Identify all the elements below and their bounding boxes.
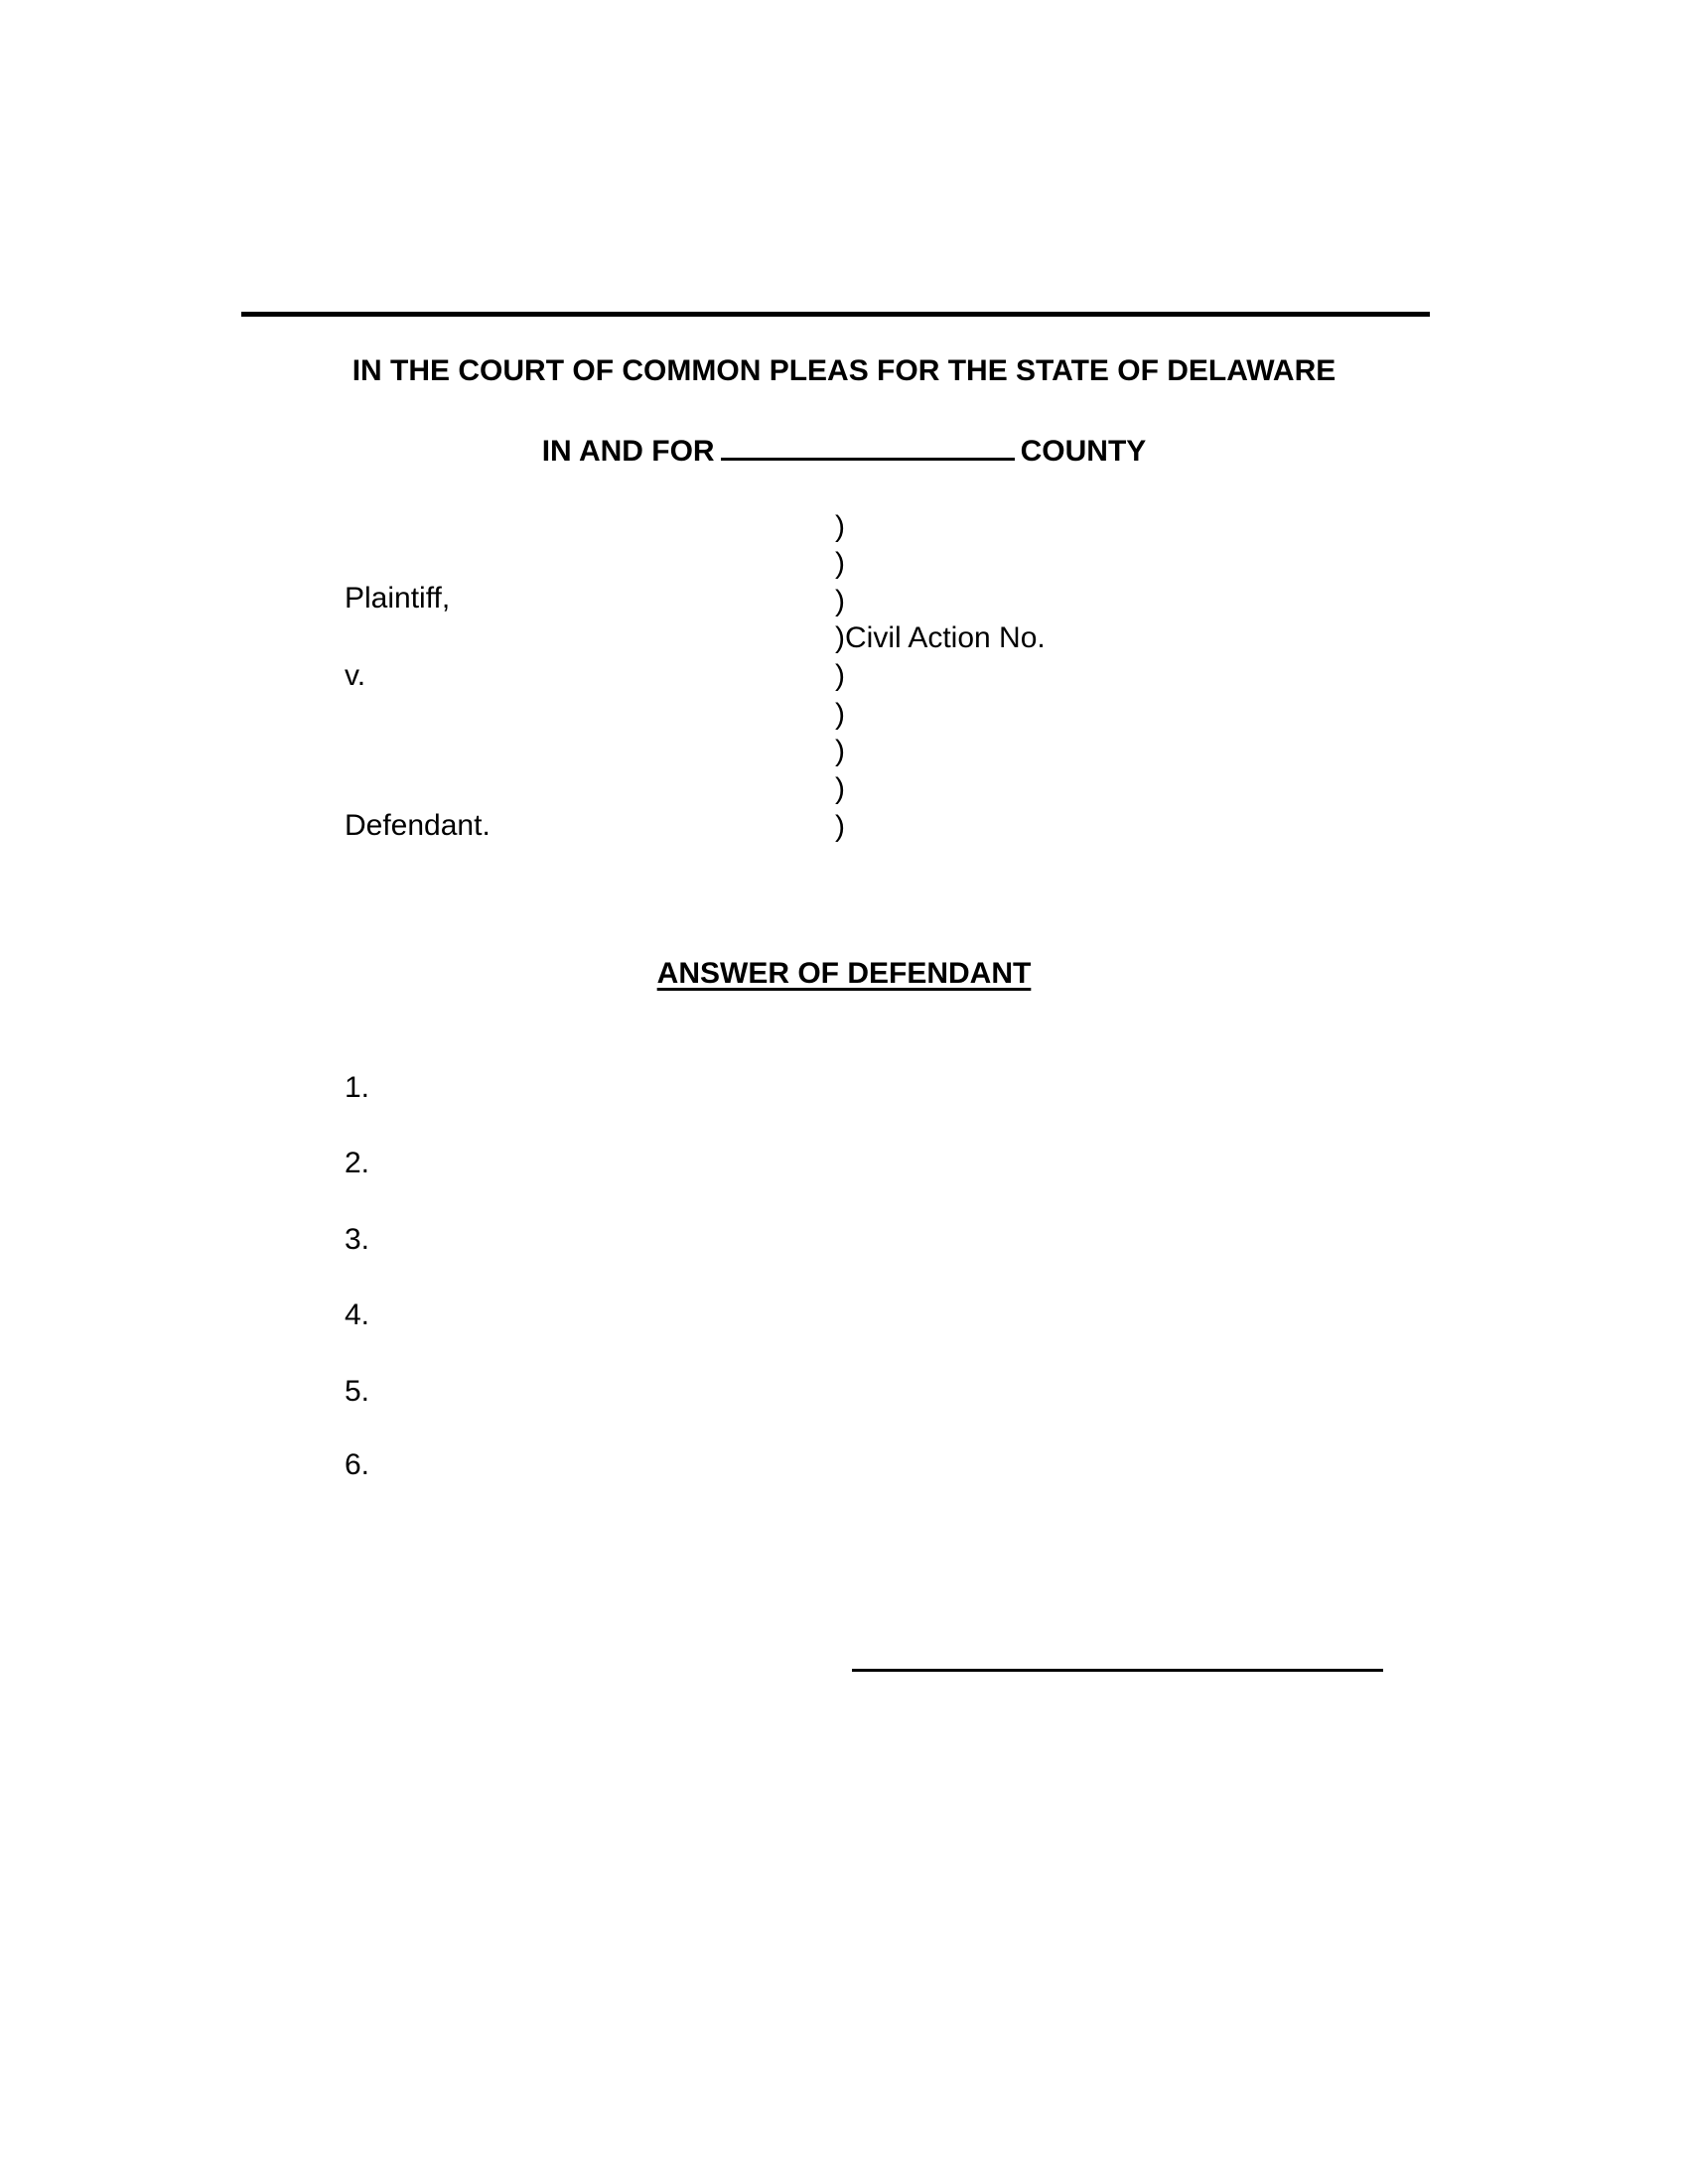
defendant-label: Defendant. [345, 809, 491, 842]
county-line [0, 432, 1688, 467]
paragraph-number: 4. [345, 1298, 370, 1331]
caption-paren: ) [835, 698, 845, 731]
civil-action-label: Civil Action No. [845, 621, 1046, 654]
caption-paren: ) [835, 772, 845, 805]
paragraph-number: 2. [345, 1147, 370, 1179]
caption-paren: ) [835, 547, 845, 580]
caption-paren: ) [835, 810, 845, 843]
top-rule [241, 312, 1430, 317]
document-title-text: ANSWER OF DEFENDANT [656, 957, 1032, 990]
signature-line[interactable] [852, 1669, 1383, 1672]
county-suffix: COUNTY [1020, 435, 1147, 468]
document-title [0, 959, 1688, 989]
caption-paren: ) [835, 659, 845, 692]
county-prefix: IN AND FOR [541, 435, 715, 468]
court-title: IN THE COURT OF COMMON PLEAS FOR THE STATE OF DELAWARE [352, 354, 1336, 387]
paragraph-number: 5. [345, 1375, 370, 1408]
plaintiff-label: Plaintiff, [345, 582, 451, 614]
paragraph-number: 6. [345, 1448, 370, 1481]
county-blank-field[interactable] [721, 432, 1015, 461]
paragraph-number: 1. [345, 1071, 370, 1104]
caption-paren: ) [835, 585, 845, 617]
versus-label: v. [345, 659, 366, 692]
paragraph-number: 3. [345, 1223, 370, 1256]
caption-paren: ) [835, 510, 845, 543]
caption-paren: ) [835, 621, 845, 654]
caption-paren: ) [835, 735, 845, 767]
caption-paren [835, 623, 1046, 653]
